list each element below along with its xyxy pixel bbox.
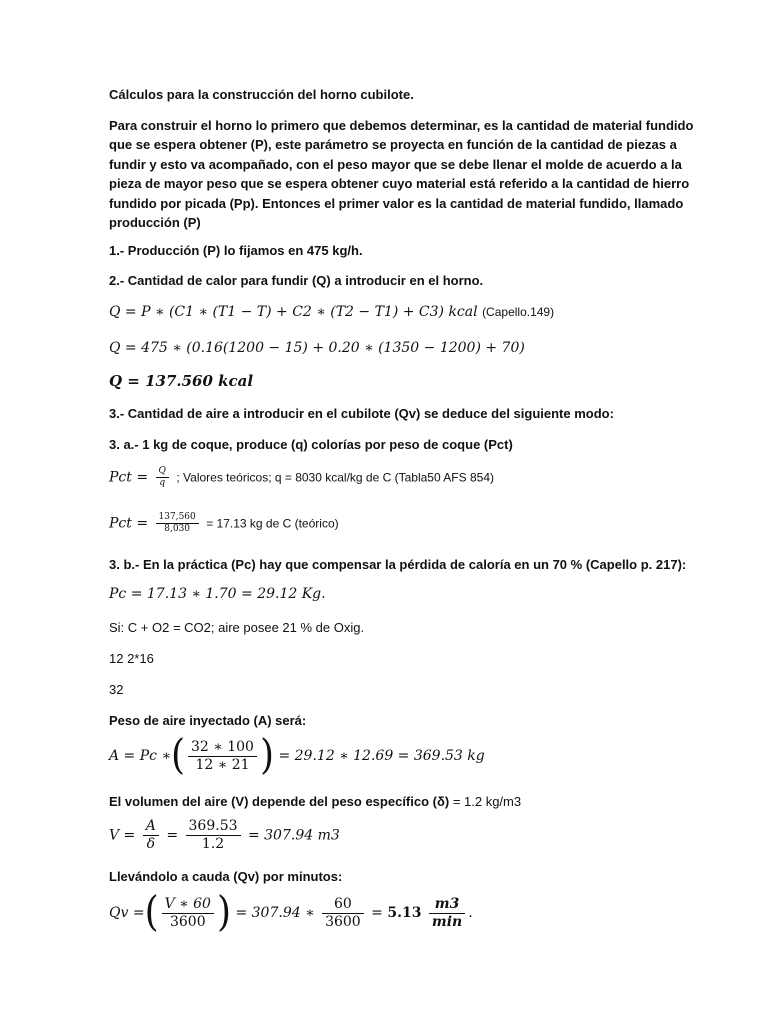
intro-paragraph xyxy=(109,116,694,232)
eq-qv-denominator-2: 3600 xyxy=(325,913,361,930)
eq-qv-fraction-2 xyxy=(322,896,364,931)
eq-qv-mid: = 307.94 ∗ xyxy=(235,905,315,921)
intro-line: pieza de mayor peso que se espera obtener cuyo material está referido a la cantidad de hierro xyxy=(109,176,690,192)
intro-line: fundido por picada (Pp). Entonces el primer valor es la cantidad de material fundido, llamado xyxy=(109,195,684,211)
step-3b: 3. b.- En la práctica (Pc) hay que compensar la pérdida de caloría en un 70 % (Capello p. 217): xyxy=(109,557,687,572)
pct2-numerator: 137,560 xyxy=(156,512,199,524)
equation-q-result: Q = 137.560 kcal xyxy=(109,372,254,390)
eq-v-fraction-2 xyxy=(186,818,241,853)
intro-line: fundir y esto va acompañado, con el peso mayor que se debe llenar el molde de acuerdo a la xyxy=(109,156,682,172)
equation-pct-value xyxy=(109,512,339,535)
volume-label xyxy=(109,794,521,810)
eq-v-fraction-1 xyxy=(143,818,159,853)
mass-line: 12 2*16 xyxy=(109,651,154,666)
paren-open: ( xyxy=(170,731,186,779)
step-3a: 3. a.- 1 kg de coque, produce (q) colorías por peso de coque (Pct) xyxy=(109,437,513,452)
eq-v-equals: = xyxy=(166,827,179,844)
step-2: 2.- Cantidad de calor para fundir (Q) a introducir en el horno. xyxy=(109,273,484,288)
eq-v-numerator-1: A xyxy=(143,818,159,836)
eq-a-numerator: 32 ∗ 100 xyxy=(188,739,257,757)
equation-pc: Pc = 17.13 ∗ 1.70 = 29.12 Kg. xyxy=(109,586,326,602)
pct-numerator: Q xyxy=(156,466,169,478)
pct-denominator: q xyxy=(159,478,166,488)
document-title: Cálculos para la construcción del horno cubilote. xyxy=(109,87,414,102)
pct-lhs: Pct = xyxy=(109,469,149,486)
mass-total: 32 xyxy=(109,682,124,697)
volume-label-value: = 1.2 kg/m3 xyxy=(452,794,522,809)
step-1: 1.- Producción (P) lo fijamos en 475 kg/h. xyxy=(109,243,363,258)
pct2-result: = 17.13 kg de C (teórico) xyxy=(206,516,339,531)
flow-label: Llevándolo a cauda (Qv) por minutos: xyxy=(109,869,343,884)
equation-volume xyxy=(109,818,340,853)
equation-q-formula xyxy=(109,303,554,321)
intro-line: Para construir el horno lo primero que debemos determinar, es la cantidad de material fundido xyxy=(109,118,694,133)
eq-qv-fraction-1 xyxy=(162,896,214,931)
equation-flow xyxy=(109,888,473,936)
eq-v-denominator-2: 1.2 xyxy=(201,836,225,852)
paren-close: ) xyxy=(259,731,275,779)
eq-a-denominator: 12 ∗ 21 xyxy=(195,756,250,773)
eq-qv-denominator-1: 3600 xyxy=(169,913,206,930)
equation-q-formula-text: Q = P ∗ (C1 ∗ (T1 − T) + C2 ∗ (T2 − T1) + C3) kcal xyxy=(109,304,478,320)
eq-qv-period: . xyxy=(468,905,473,921)
intro-line: producción (P) xyxy=(109,215,201,231)
pct-fraction xyxy=(156,466,169,489)
equation-q-reference: (Capello.149) xyxy=(482,305,555,319)
eq-v-numerator-2: 369.53 xyxy=(186,818,241,836)
eq-v-rhs: = 307.94 m3 xyxy=(247,827,340,844)
intro-line: que se espera obtener (P), este parámetro se proyecta en función de la cantidad de piezas a xyxy=(109,137,677,153)
paren-close-2: ) xyxy=(216,888,232,936)
paren-open-2: ( xyxy=(144,888,159,936)
equation-q-substitution: Q = 475 ∗ (0.16(1200 − 15) + 0.20 ∗ (1350 − 1200) + 70) xyxy=(109,340,525,356)
eq-v-denominator-1: δ xyxy=(146,836,156,852)
air-weight-label: Peso de aire inyectado (A) será: xyxy=(109,713,307,728)
equation-pct-formula xyxy=(109,466,494,489)
eq-qv-unit-denominator: min xyxy=(431,913,463,930)
eq-qv-numerator-2: 60 xyxy=(322,896,364,914)
eq-a-fraction xyxy=(188,739,257,774)
eq-qv-unit xyxy=(429,896,465,931)
eq-qv-unit-numerator: m3 xyxy=(429,896,465,914)
eq-qv-lhs: Qv = xyxy=(109,905,145,921)
pct-note: ; Valores teóricos; q = 8030 kcal/kg de C (Tabla50 AFS 854) xyxy=(176,470,494,485)
pct2-fraction xyxy=(156,512,199,535)
eq-a-lhs: A = Pc ∗ xyxy=(109,748,171,764)
pct2-lhs: Pct = xyxy=(109,515,149,532)
reaction-line: Si: C + O2 = CO2; aire posee 21 % de Oxig. xyxy=(109,620,365,635)
eq-v-lhs: V = xyxy=(109,827,136,844)
eq-qv-result: 5.13 xyxy=(387,905,422,921)
eq-qv-equals: = xyxy=(371,905,383,921)
eq-qv-numerator-1: V ∗ 60 xyxy=(162,896,214,914)
equation-air-weight xyxy=(109,731,485,779)
pct2-denominator: 8,030 xyxy=(164,524,191,534)
eq-a-rhs: = 29.12 ∗ 12.69 = 369.53 kg xyxy=(278,748,485,764)
volume-label-bold: El volumen del aire (V) depende del peso específico (δ) xyxy=(109,794,453,809)
step-3: 3.- Cantidad de aire a introducir en el cubilote (Qv) se deduce del siguiente modo: xyxy=(109,406,614,421)
